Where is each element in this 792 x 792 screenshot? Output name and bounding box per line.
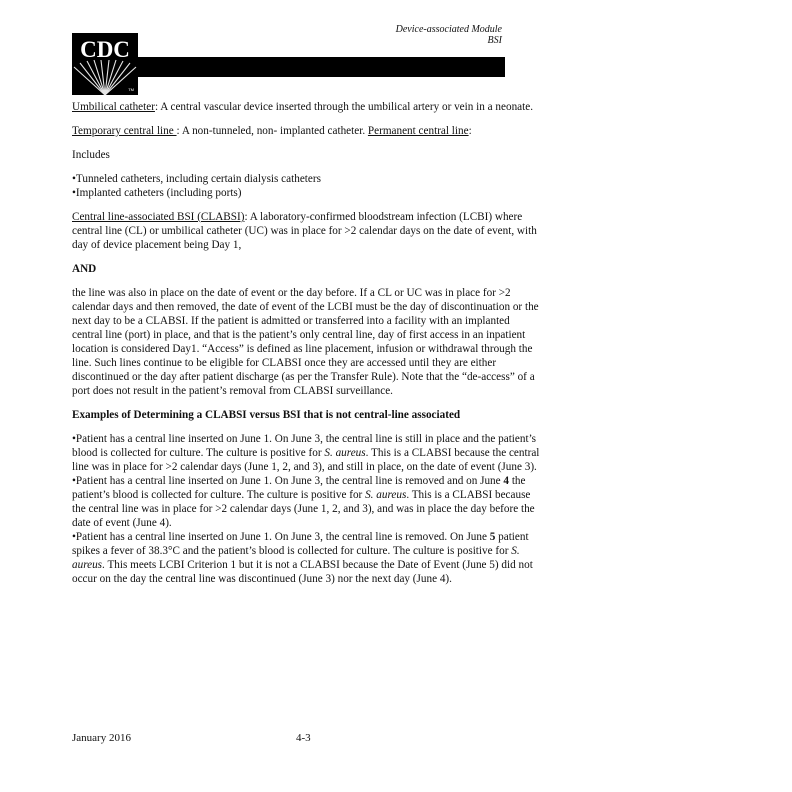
- term-temporary-central-line: Temporary central line: [72, 125, 177, 137]
- list-item: •Implanted catheters (including ports): [72, 187, 242, 199]
- definition-central-lines: [72, 124, 540, 138]
- trademark-mark: TM: [128, 87, 134, 92]
- definition-text: : A laboratory-confirmed bloodstream infection (LCBI) where central line (CL) or umbilical catheter (UC) was in place for >2 calendar days on the date of event, with day of device placement being Day 1,: [72, 211, 537, 251]
- cdc-logo: [72, 33, 138, 95]
- definition-umbilical-catheter: [72, 100, 540, 114]
- page-number: 4-3: [296, 732, 311, 744]
- running-head-module: Device-associated Module: [395, 24, 502, 35]
- bullet: •: [72, 475, 76, 487]
- cdc-logo-text: CDC: [80, 37, 130, 62]
- term-clabsi: Central line-associated BSI (CLABSI): [72, 211, 245, 223]
- includes-list: [72, 172, 540, 200]
- emphasis-day: 5: [489, 531, 496, 543]
- example-item: •Patient has a central line inserted on June 1. On June 3, the central line is removed. On June 5 patient spikes a fever of 38.3°C and the patient’s blood is collected for culture. The culture is positive for S. aureus. This meets LCBI Criterion 1 but it is not a CLABSI because the Date of Event (June 5) did not occur on the day the central line was discontinued (June 3) nor the next day (June 4).: [72, 531, 533, 585]
- examples-heading: Examples of Determining a CLABSI versus BSI that is not central-line associated: [72, 409, 461, 421]
- term-umbilical-catheter: Umbilical catheter: [72, 101, 155, 113]
- example-item: •Patient has a central line inserted on June 1. On June 3, the central line is removed and on June 4 the patient’s blood is collected for culture. The culture is positive for S. aureus. This is a CLABSI because the central line was in place for >2 calendar days (June 1, 2, and 3), and was in place the day before the date of event (June 4).: [72, 475, 535, 529]
- running-head-section: BSI: [487, 35, 502, 46]
- example-item: •Patient has a central line inserted on June 1. On June 3, the central line is still in place and the patient’s blood is collected for culture. The culture is positive for S. aureus. This is a CLABSI because the central line was in place for >2 calendar days (June 1, 2, and 3), and still in place, on the date of event (June 3).: [72, 433, 540, 473]
- term-permanent-central-line: Permanent central line: [367, 125, 469, 137]
- definition-text: : A non-tunneled, non- implanted catheter.: [176, 125, 368, 137]
- organism-name: S. aureus: [324, 447, 366, 459]
- cdc-logo-graphic: [72, 33, 138, 95]
- bullet: •: [72, 187, 76, 199]
- emphasis-day: 4: [503, 475, 510, 487]
- bullet: •: [72, 433, 76, 445]
- includes-label: Includes: [72, 149, 110, 161]
- and-label: AND: [72, 263, 97, 275]
- footer-date: January 2016: [72, 732, 131, 744]
- definition-clabsi: [72, 210, 540, 252]
- list-item: •Tunneled catheters, including certain dialysis catheters: [72, 173, 321, 185]
- document-body: [72, 100, 540, 586]
- colon: :: [468, 125, 472, 137]
- definition-text: : A central vascular device inserted through the umbilical artery or vein in a neonate.: [154, 101, 533, 113]
- examples-list: [72, 432, 540, 586]
- bullet: •: [72, 531, 76, 543]
- organism-name: S. aureus: [365, 489, 407, 501]
- paragraph-line-in-place: the line was also in place on the date of event or the day before. If a CL or UC was in place for >2 calendar days and then removed, the date of event of the LCBI must be the day of discontinuation or the next day to be a CLABSI. If the patient is admitted or transferred into a facility with an implanted central line (port) in place, and that is the patient’s only central line, day of first access in an inpatient location is considered Day1. “Access” is defined as line placement, infusion or withdrawal through the line. Such lines continue to be eligible for CLABSI once they are accessed until they are either discontinued or the day after patient discharge (as per the Transfer Rule). Note that the “de-access” of a port does not result in the patient’s removal from CLABSI surveillance.: [72, 287, 539, 397]
- bullet: •: [72, 173, 76, 185]
- running-head: [396, 24, 502, 46]
- organism-name: S. aureus: [72, 545, 520, 571]
